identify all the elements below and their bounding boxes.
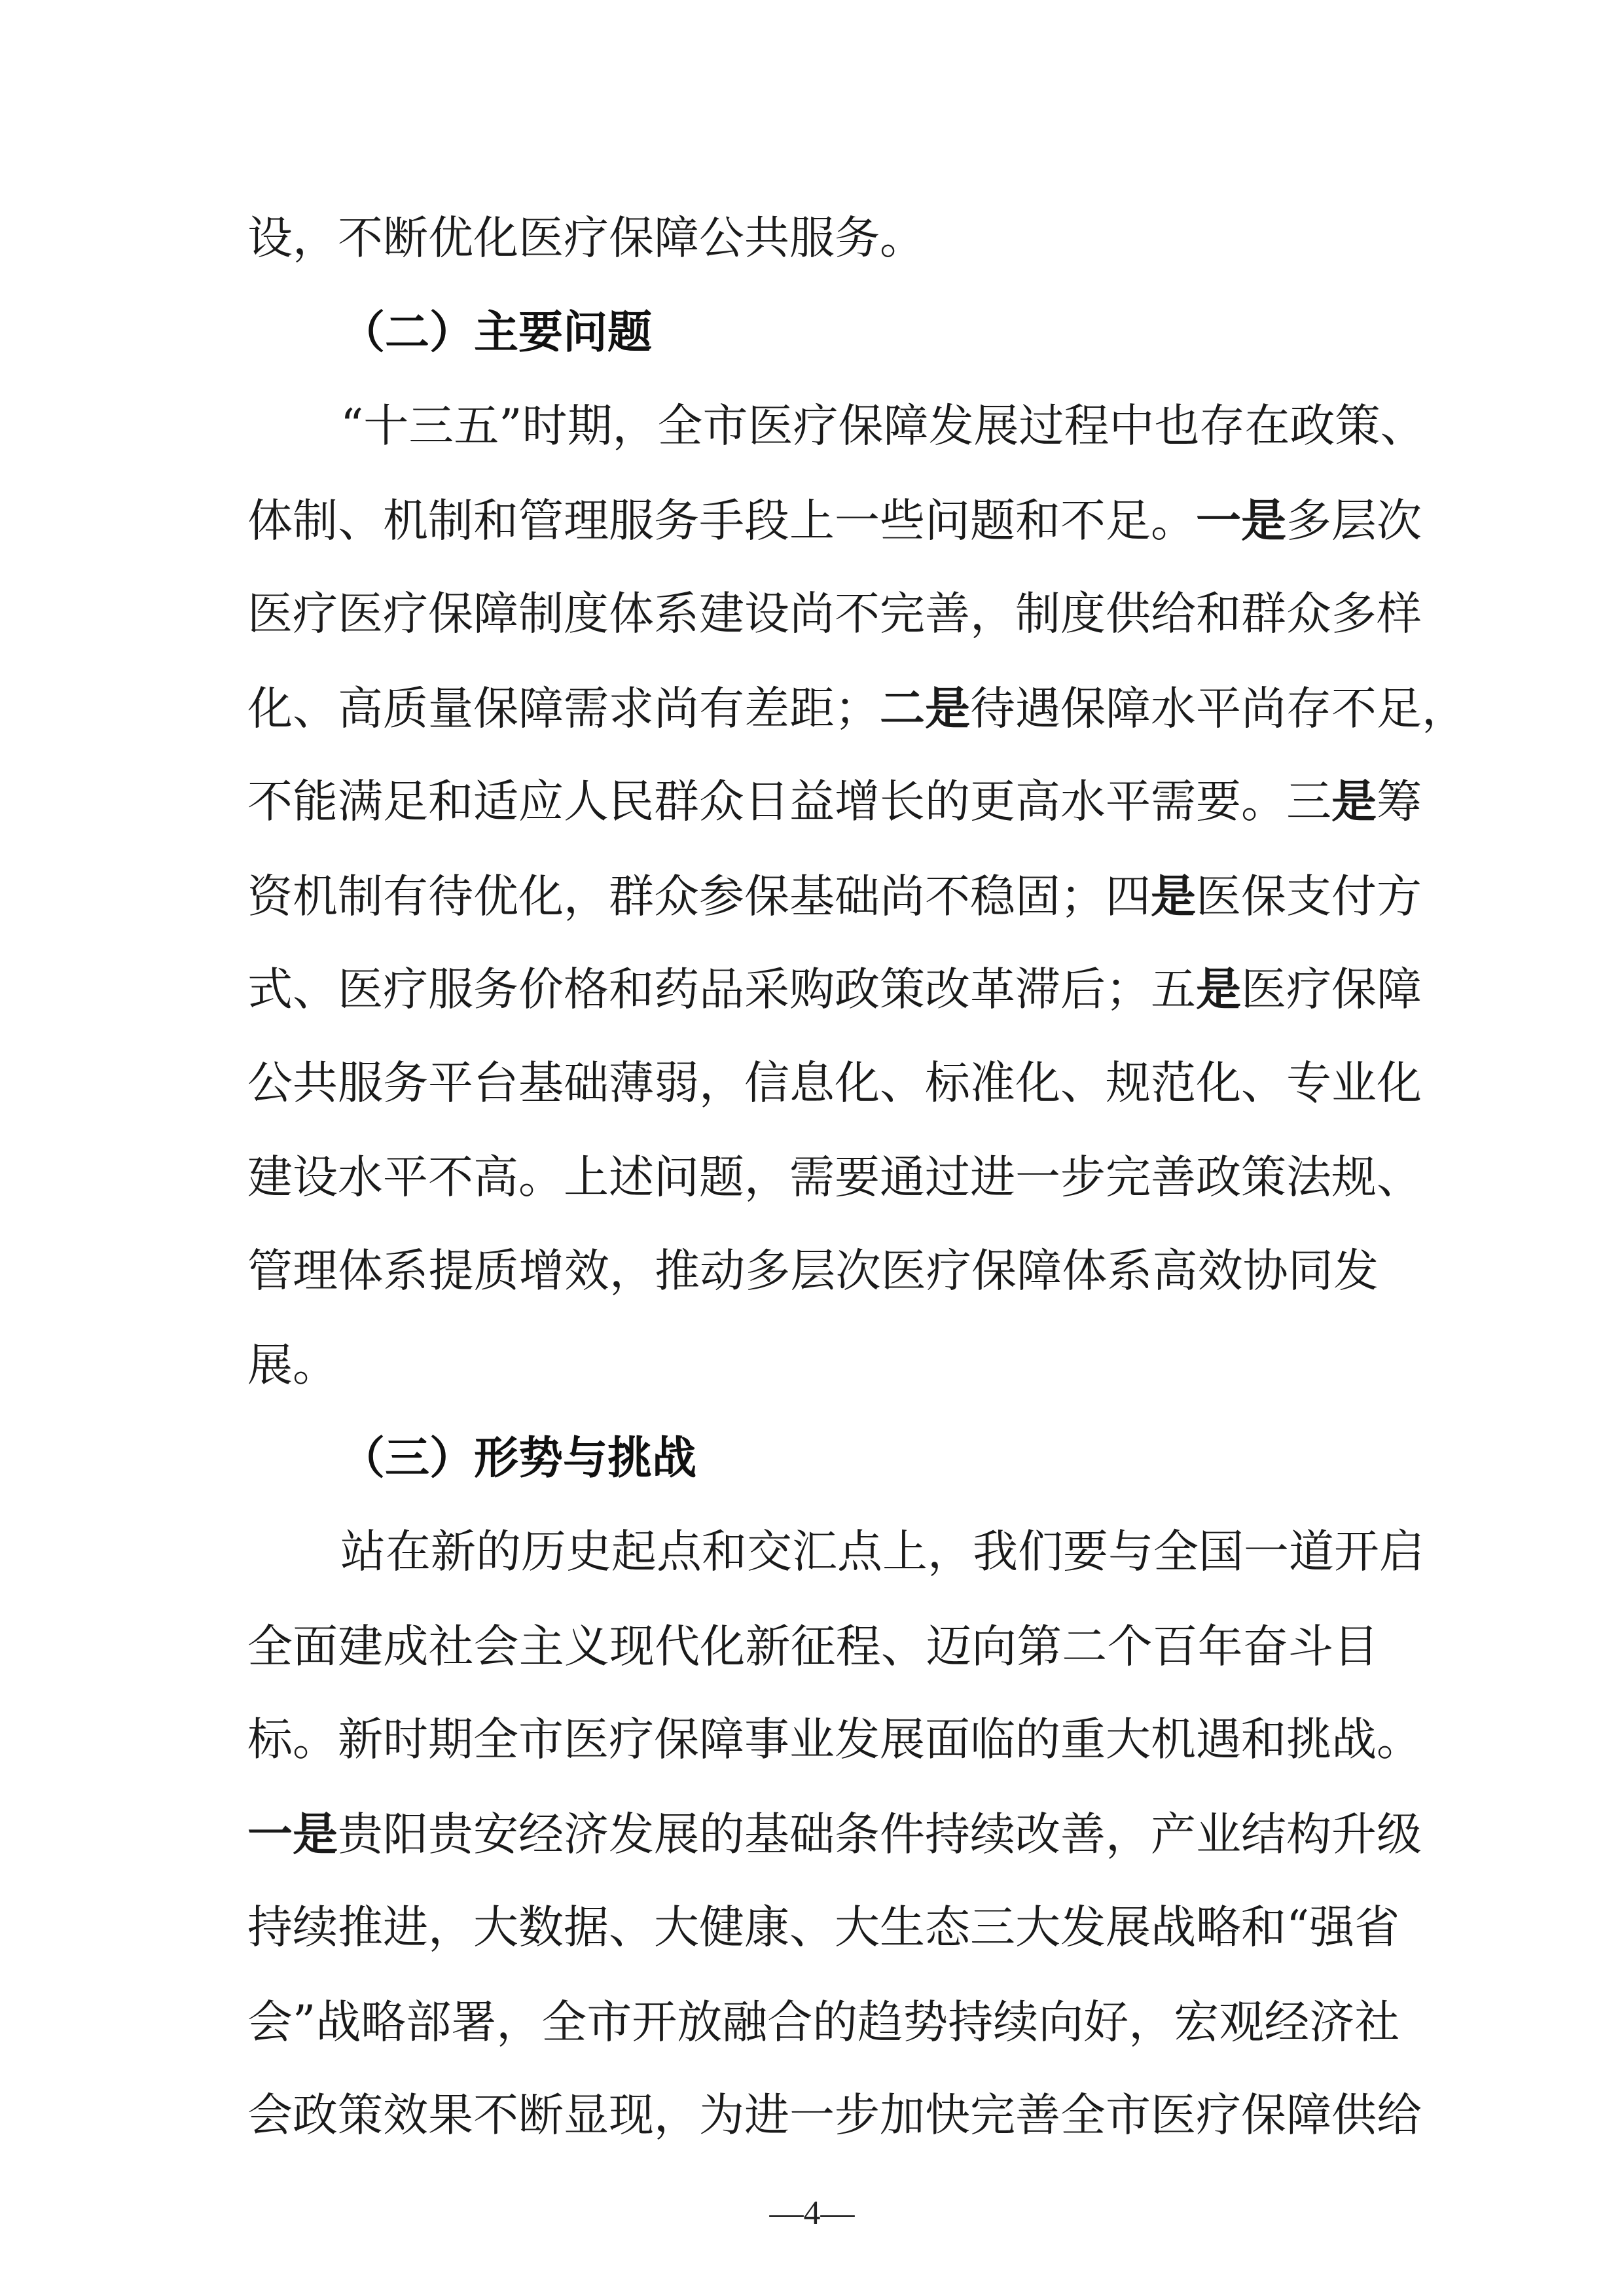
- page-number: —4—: [769, 2195, 855, 2232]
- paragraph-line: 设，不断优化医疗保障公共服务。: [247, 212, 925, 264]
- paragraph-line: 标。新时期全市医疗保障事业发展面临的重大机遇和挑战。: [247, 1713, 1422, 1766]
- paragraph-line: 体制、机制和管理服务手段上一些问题和不足。一是多层次: [247, 495, 1422, 547]
- emphasis-text: 一是: [247, 1808, 338, 1861]
- paragraph-line: “十三五”时期，全市医疗保障发展过程中也存在政策、: [340, 400, 1426, 452]
- paragraph-line: 会政策效果不断显现，为进一步加快完善全市医疗保障供给: [247, 2089, 1422, 2142]
- paragraph-line: 式、医疗服务价格和药品采购政策改革滞后；五是医疗保障: [247, 963, 1422, 1016]
- emphasis-text: 一是: [1196, 495, 1286, 547]
- paragraph-line: 展。: [247, 1339, 338, 1391]
- paragraph-line: 资机制有待优化，群众参保基础尚不稳固；四是医保支付方: [247, 870, 1422, 923]
- section-heading-situation-challenges: （三）形势与挑战: [340, 1433, 697, 1484]
- paragraph-line: 医疗医疗保障制度体系建设尚不完善，制度供给和群众多样: [247, 588, 1422, 640]
- emphasis-text: 二是: [880, 683, 970, 735]
- paragraph-line: 管理体系提质增效，推动多层次医疗保障体系高效协同发: [247, 1245, 1379, 1297]
- emphasis-text: 是: [1151, 870, 1196, 923]
- paragraph-line: 建设水平不高。上述问题，需要通过进一步完善政策法规、: [247, 1151, 1422, 1204]
- emphasis-text: 是: [1196, 963, 1241, 1016]
- paragraph-line: 全面建成社会主义现代化新征程、迈向第二个百年奋斗目: [247, 1621, 1379, 1673]
- paragraph-line: 站在新的历史起点和交汇点上，我们要与全国一道开启: [340, 1526, 1424, 1578]
- paragraph-line: 公共服务平台基础薄弱，信息化、标准化、规范化、专业化: [247, 1057, 1422, 1109]
- paragraph-line: 一是贵阳贵安经济发展的基础条件持续改善，产业结构升级: [247, 1808, 1422, 1861]
- section-heading-main-problems: （二）主要问题: [340, 307, 653, 359]
- paragraph-line: 不能满足和适应人民群众日益增长的更高水平需要。三是筹: [247, 776, 1422, 828]
- paragraph-line: 化、高质量保障需求尚有差距；二是待遇保障水平尚存不足，: [247, 683, 1467, 735]
- paragraph-line: 持续推进，大数据、大健康、大生态三大发展战略和“强省: [247, 1901, 1400, 1954]
- paragraph-line: 会”战略部署，全市开放融合的趋势持续向好，宏观经济社: [247, 1996, 1400, 2049]
- emphasis-text: 是: [1331, 776, 1377, 828]
